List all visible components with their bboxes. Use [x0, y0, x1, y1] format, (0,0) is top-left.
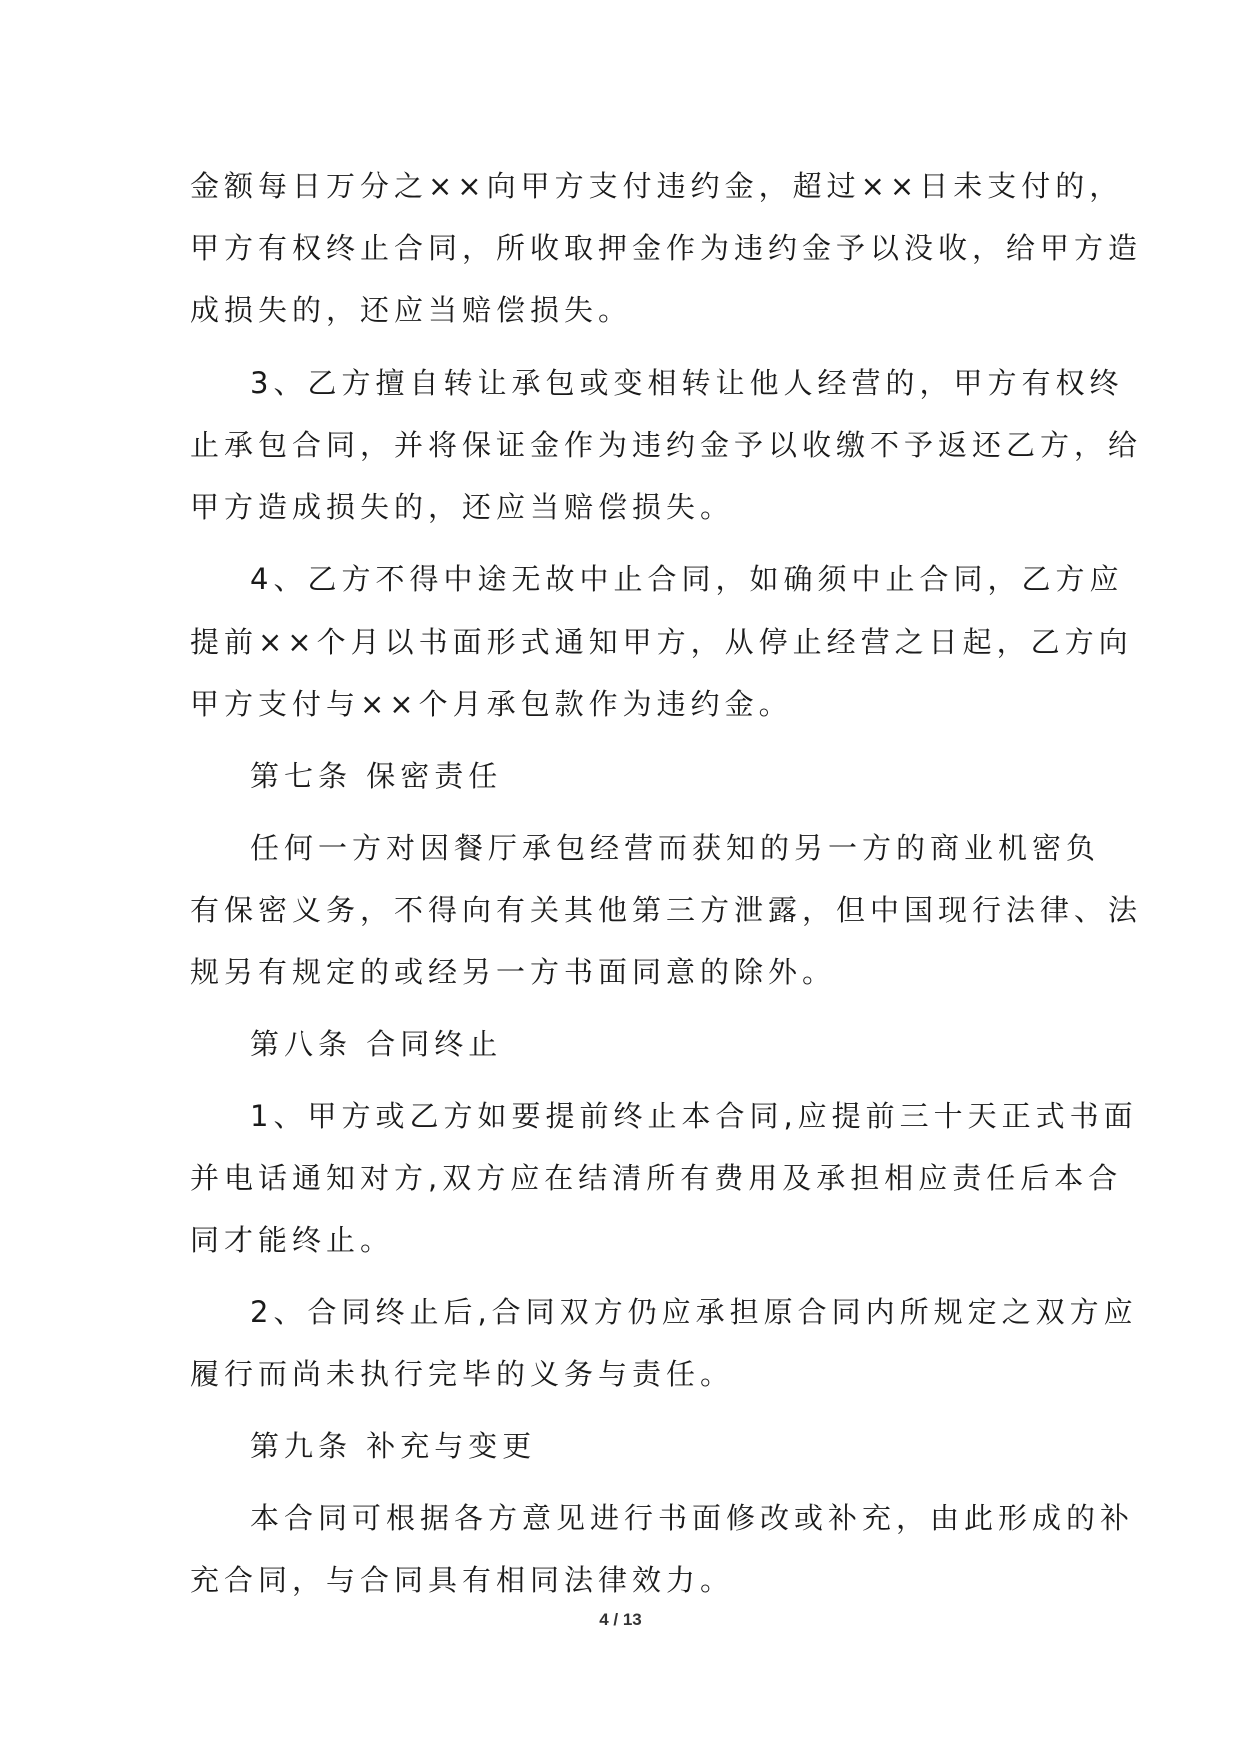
text-line: 规另有规定的或经另一方书面同意的除外。	[190, 955, 837, 989]
text-line: 甲方造成损失的，还应当赔偿损失。	[190, 490, 735, 524]
text-line: 有保密义务，不得向有关其他第三方泄露，但中国现行法律、法	[190, 893, 1143, 927]
text-line: 金额每日万分之××向甲方支付违约金，超过××日未支付的，	[190, 169, 1124, 203]
text-line: 成损失的，还应当赔偿损失。	[190, 293, 633, 327]
text-line: 3、乙方擅自转让承包或变相转让他人经营的，甲方有权终	[250, 366, 1124, 400]
text-line: 任何一方对因餐厅承包经营而获知的另一方的商业机密负	[250, 831, 1101, 865]
section-heading: 第九条 补充与变更	[250, 1429, 537, 1463]
page-number: 4 / 13	[599, 1610, 642, 1629]
text-line: 并电话通知对方,双方应在结清所有费用及承担相应责任后本合	[190, 1161, 1123, 1195]
text-line: 提前××个月以书面形式通知甲方，从停止经营之日起，乙方向	[190, 625, 1133, 659]
text-line: 履行而尚未执行完毕的义务与责任。	[190, 1357, 735, 1391]
text-line: 止承包合同，并将保证金作为违约金予以收缴不予返还乙方，给	[190, 428, 1143, 462]
text-line: 同才能终止。	[190, 1223, 395, 1257]
text-line: 2、合同终止后,合同双方仍应承担原合同内所规定之双方应	[250, 1295, 1138, 1329]
text-line: 甲方支付与××个月承包款作为违约金。	[190, 687, 793, 721]
text-line: 充合同，与合同具有相同法律效力。	[190, 1563, 735, 1597]
section-heading: 第七条 保密责任	[250, 759, 503, 793]
text-line: 1、甲方或乙方如要提前终止本合同,应提前三十天正式书面	[250, 1099, 1138, 1133]
text-line: 4、乙方不得中途无故中止合同，如确须中止合同，乙方应	[250, 562, 1124, 596]
text-line: 本合同可根据各方意见进行书面修改或补充，由此形成的补	[250, 1501, 1135, 1535]
section-heading: 第八条 合同终止	[250, 1027, 503, 1061]
text-line: 甲方有权终止合同，所收取押金作为违约金予以没收，给甲方造	[190, 231, 1143, 265]
